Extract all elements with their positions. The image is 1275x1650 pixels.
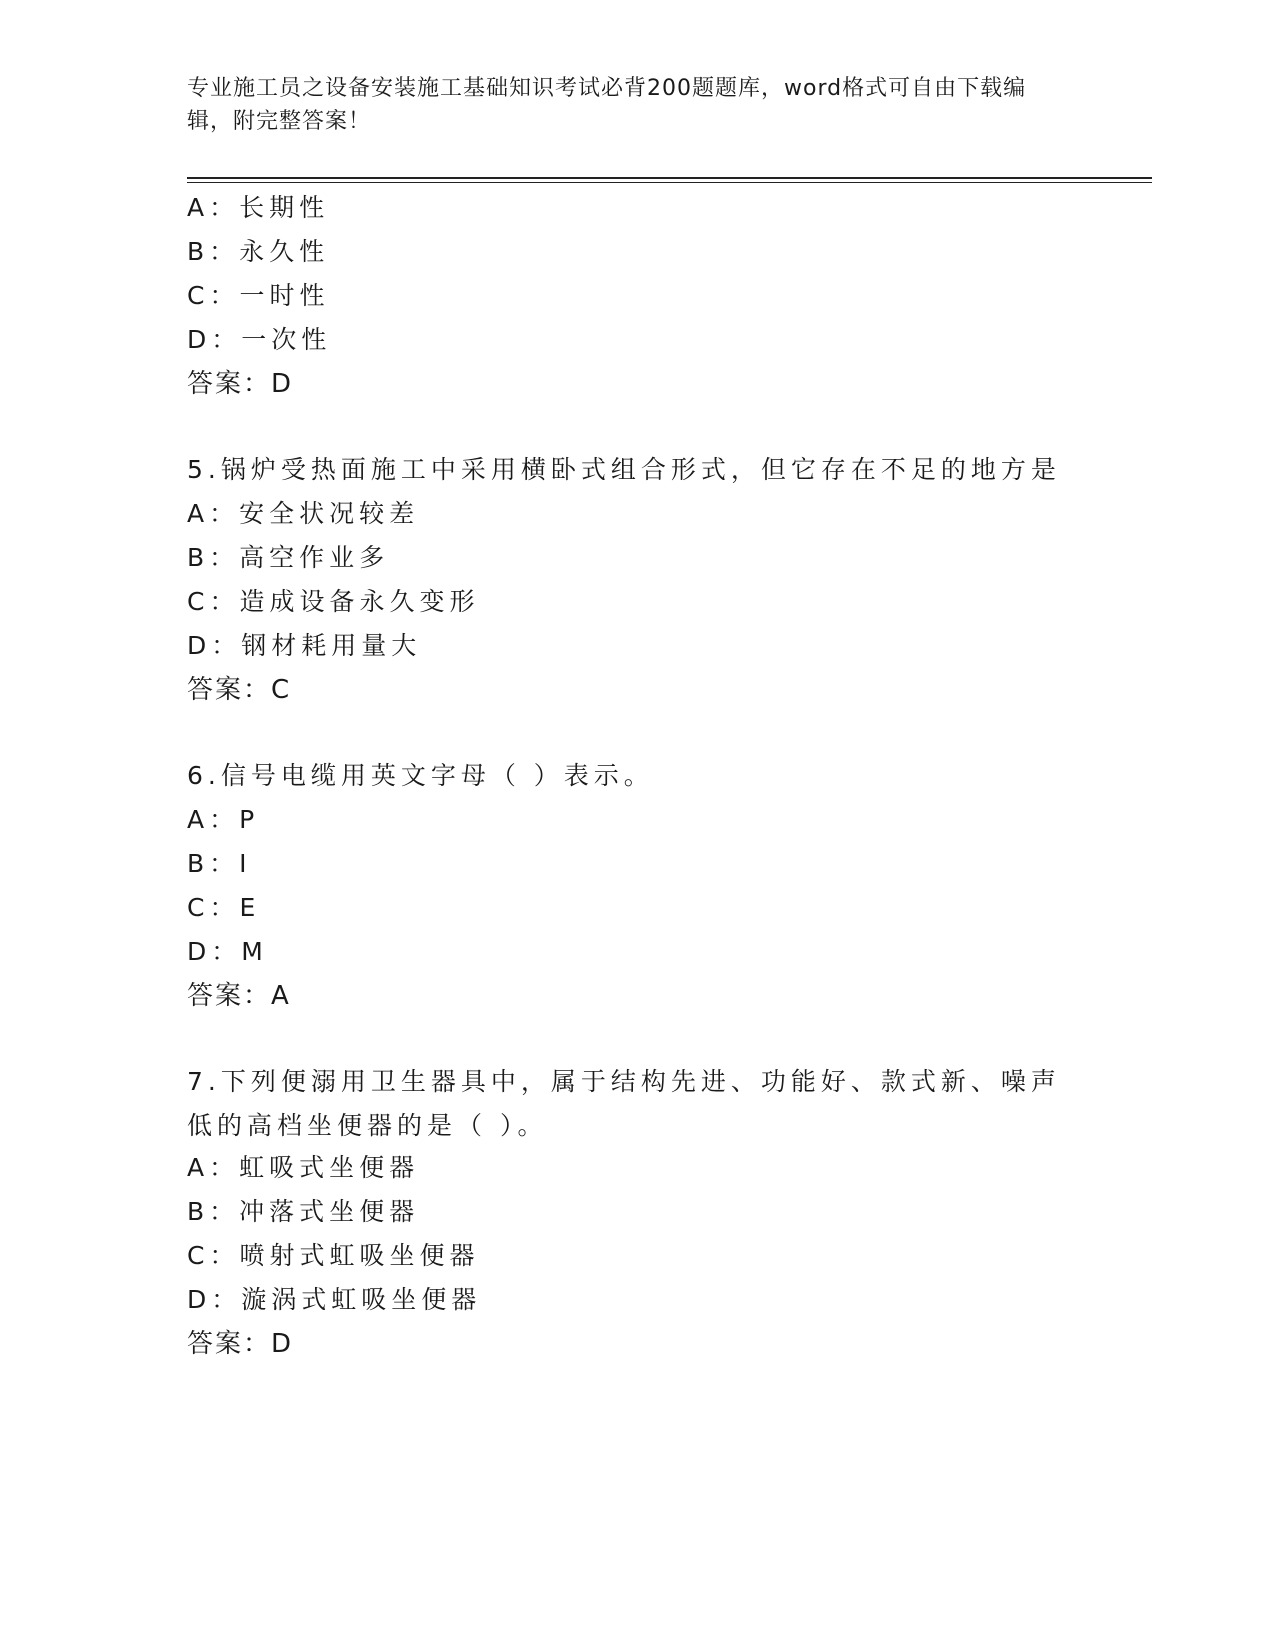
option-c: C：喷射式虹吸坐便器 xyxy=(187,1241,480,1270)
option-c: C：造成设备永久变形 xyxy=(187,587,480,616)
question-7: 7.下列便溺用卫生器具中，属于结构先进、功能好、款式新、噪声低的高档坐便器的是（ ）。 xyxy=(187,1067,1061,1140)
document-header: 专业施工员之设备安装施工基础知识考试必背200题题库，word格式可自由下载编辑，附完整答案！ xyxy=(187,76,1027,134)
question-5: 5.锅炉受热面施工中采用横卧式组合形式，但它存在不足的地方是 xyxy=(187,455,1061,484)
answer-line xyxy=(187,1326,293,1362)
option-b: B：冲落式坐便器 xyxy=(187,1197,420,1226)
answer-value: D xyxy=(271,1329,294,1359)
answer-value: D xyxy=(271,369,294,399)
option-b: B：永久性 xyxy=(187,237,330,266)
answer-label: 答案： xyxy=(187,369,272,399)
option-c: C：E xyxy=(187,893,261,922)
answer-label: 答案： xyxy=(187,675,272,705)
option-d: D：钢材耗用量大 xyxy=(187,631,422,660)
option-b: B：I xyxy=(187,849,252,878)
option-a: A：安全状况较差 xyxy=(187,499,420,528)
answer-line xyxy=(187,366,293,402)
option-c: C：一时性 xyxy=(187,281,330,310)
option-d: D：漩涡式虹吸坐便器 xyxy=(187,1285,482,1314)
answer-line xyxy=(187,672,291,708)
option-a: A：长期性 xyxy=(187,193,330,222)
question-6: 6.信号电缆用英文字母（ ）表示。 xyxy=(187,761,654,790)
option-d: D：一次性 xyxy=(187,325,332,354)
option-d: D：M xyxy=(187,937,268,966)
option-a: A：P xyxy=(187,805,260,834)
answer-value: C xyxy=(271,675,292,705)
option-b: B：高空作业多 xyxy=(187,543,390,572)
header-rule-thin xyxy=(187,182,1152,183)
answer-label: 答案： xyxy=(187,1329,272,1359)
answer-label: 答案： xyxy=(187,981,272,1011)
answer-line xyxy=(187,978,291,1014)
header-rule-thick xyxy=(187,177,1152,179)
option-a: A：虹吸式坐便器 xyxy=(187,1153,420,1182)
answer-value: A xyxy=(271,981,291,1011)
